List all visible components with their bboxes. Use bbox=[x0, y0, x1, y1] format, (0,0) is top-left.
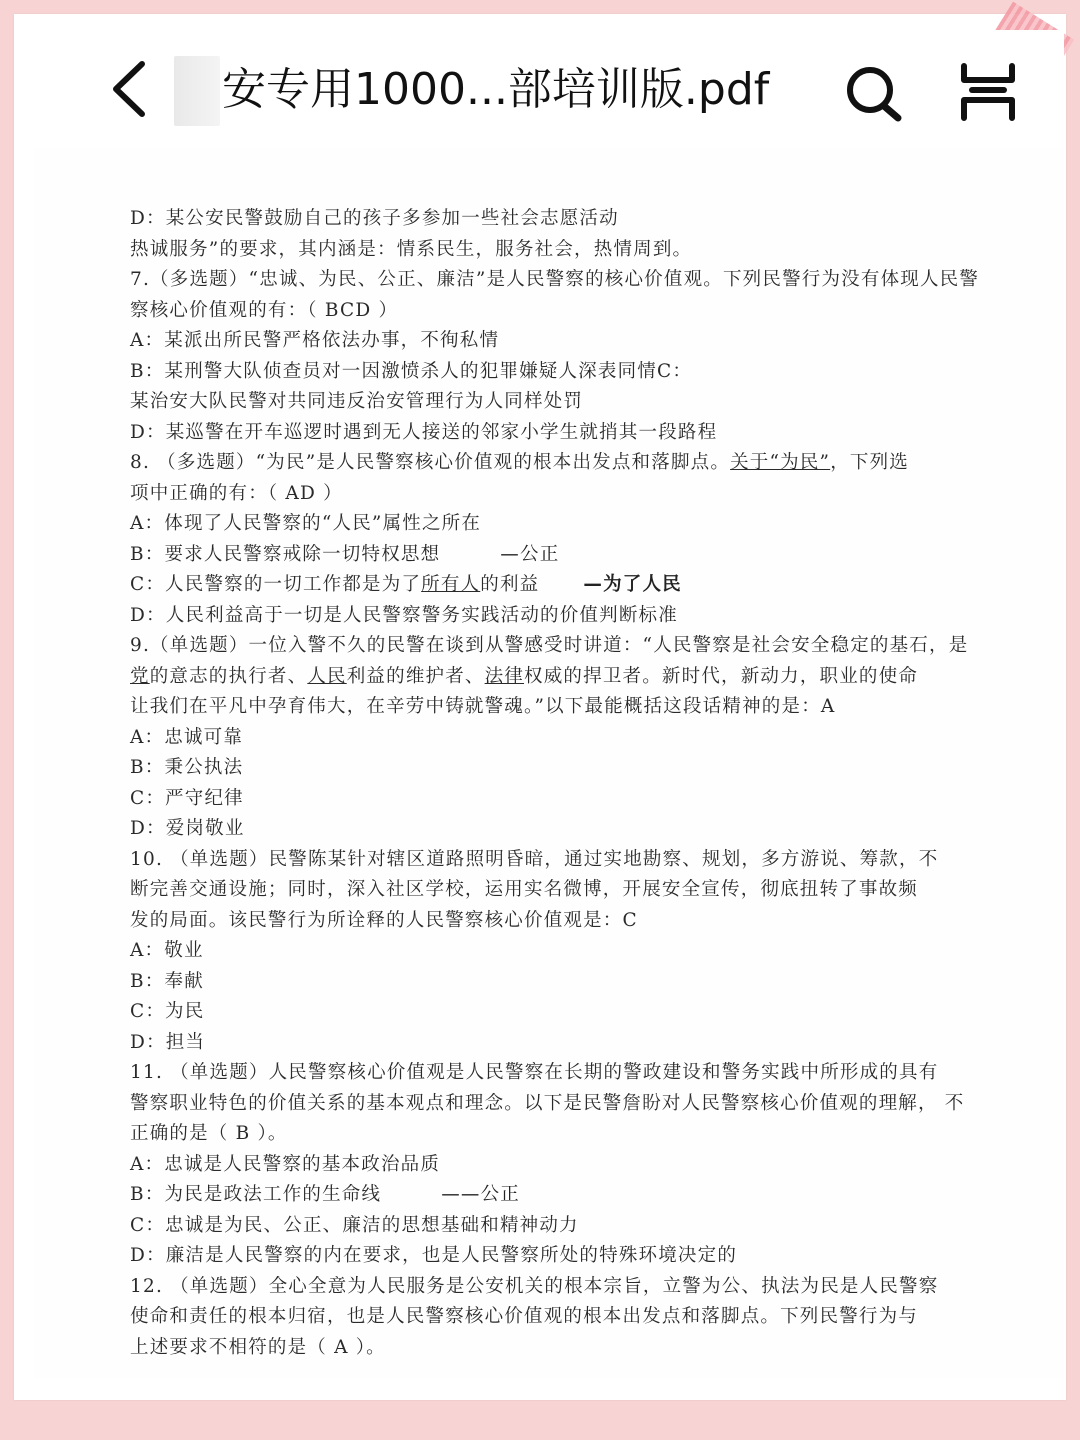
q11b-text: B：为民是政法工作的生命线 bbox=[130, 1184, 382, 1205]
text-line: 9.（单选题）一位入警不久的民警在谈到从警感受时讲道：“人民警察是社会安全稳定的基石，是 bbox=[130, 635, 969, 656]
text-line: D：爱岗敬业 bbox=[130, 818, 245, 839]
text-line: C：为民 bbox=[130, 1001, 205, 1022]
text-line: B：秉公执法 bbox=[130, 757, 244, 778]
q9-text-1: 的意志的执行者、 bbox=[149, 665, 308, 687]
spread-view-icon bbox=[958, 60, 1018, 124]
text-line: A：敬业 bbox=[130, 940, 204, 961]
text-line: B：奉献 bbox=[130, 970, 204, 992]
q8-underlined: 关于“为民” bbox=[730, 452, 831, 473]
q8c-text-post: 的利益 bbox=[480, 574, 540, 595]
text-line: 某治安大队民警对共同违反治安管理行为人同样处罚 bbox=[130, 391, 584, 412]
q9-underlined-2: 人民 bbox=[307, 665, 347, 687]
photo-frame bbox=[14, 14, 1066, 1400]
q9-underlined-1: 党 bbox=[130, 665, 150, 687]
text-line: 发的局面。该民警行为所诠释的人民警察核心价值观是：C bbox=[130, 909, 638, 931]
text-line: C：严守纪律 bbox=[130, 787, 244, 809]
text-line: A：某派出所民警严格依法办事，不徇私情 bbox=[130, 330, 500, 351]
text-line: 12. （单选题）全心全意为人民服务是公安机关的根本宗旨，立警为公、执法为民是人民警察 bbox=[130, 1275, 939, 1297]
text-line: D：某巡警在开车巡逻时遇到无人接送的邻家小学生就捎其一段路程 bbox=[130, 421, 718, 443]
text-line-q8c bbox=[130, 570, 960, 601]
q8-text-post: ，下列选 bbox=[830, 452, 909, 473]
text-line: 警察职业特色的价值关系的基本观点和理念。以下是民警詹盼对人民警察核心价值观的理解， 不 bbox=[130, 1092, 965, 1114]
text-line: 使命和责任的根本归宿，也是人民警察核心价值观的根本出发点和落脚点。下列民警行为与 bbox=[130, 1306, 919, 1327]
text-line: 上述要求不相符的是（ A ）。 bbox=[130, 1336, 386, 1358]
text-line: 察核心价值观的有：（ BCD ） bbox=[130, 299, 399, 321]
search-button[interactable] bbox=[842, 60, 906, 124]
text-line: B：某刑警大队侦查员对一因激愤杀人的犯罪嫌疑人深表同情C： bbox=[130, 360, 693, 382]
pdf-viewer-toolbar bbox=[34, 30, 1064, 149]
text-line: 7.（多选题）“忠诚、为民、公正、廉洁”是人民警察的核心价值观。下列民警行为没有体现人民警 bbox=[130, 269, 980, 290]
redacted-title-prefix bbox=[174, 56, 220, 126]
text-line-q9 bbox=[130, 662, 960, 693]
text-line: 断完善交通设施；同时，深入社区学校，运用实名微博，开展安全宣传，彻底扭转了事故频 bbox=[130, 879, 919, 900]
q8b-text: B：要求人民警察戒除一切特权思想 bbox=[130, 543, 441, 565]
text-line: C：忠诚是为民、公正、廉洁的思想基础和精神动力 bbox=[130, 1214, 579, 1236]
q9-text-3: 权威的捍卫者。新时代，新动力，职业的使命 bbox=[524, 665, 919, 687]
text-line: A：忠诚可靠 bbox=[130, 726, 244, 748]
text-line: 正确的是（ B ）。 bbox=[130, 1123, 288, 1144]
q9-text-2: 利益的维护者、 bbox=[346, 665, 485, 687]
text-line: D：廉洁是人民警察的内在要求，也是人民警察所处的特殊环境决定的 bbox=[130, 1245, 738, 1266]
text-line: A：体现了人民警察的“人民”属性之所在 bbox=[130, 513, 482, 534]
text-line-q11b bbox=[130, 1180, 960, 1211]
text-line: 10. （单选题）民警陈某针对辖区道路照明昏暗，通过实地勘察、规划，多方游说、筹款，不 bbox=[130, 848, 939, 870]
text-line: D：某公安民警鼓励自己的孩子多参加一些社会志愿活动 bbox=[130, 208, 619, 229]
document-text bbox=[130, 204, 980, 1363]
q9-underlined-3: 法律 bbox=[484, 665, 525, 687]
document-title: 安专用1000...部培训版.pdf bbox=[222, 64, 770, 115]
q8c-underlined: 所有人 bbox=[421, 574, 481, 595]
view-mode-button[interactable] bbox=[958, 60, 1018, 124]
search-icon bbox=[842, 60, 906, 124]
text-line-q8b bbox=[130, 540, 960, 571]
chevron-left-icon bbox=[104, 54, 164, 124]
q8c-text-pre: C：人民警察的一切工作都是为了 bbox=[130, 574, 422, 595]
back-button[interactable] bbox=[104, 54, 164, 124]
text-line: 热诚服务”的要求，其内涵是：情系民生，服务社会，热情周到。 bbox=[130, 238, 693, 260]
handwritten-note: —公正 bbox=[500, 543, 560, 565]
text-line: A：忠诚是人民警察的基本政治品质 bbox=[130, 1153, 441, 1175]
text-line: 项中正确的有：（ AD ） bbox=[130, 482, 343, 504]
text-line: D：担当 bbox=[130, 1031, 206, 1053]
document-title-area bbox=[174, 56, 814, 126]
handwritten-note: ——公正 bbox=[441, 1184, 521, 1205]
pdf-page[interactable] bbox=[34, 148, 1064, 1378]
text-line: 让我们在平凡中孕育伟大，在辛劳中铸就警魂。”以下最能概括这段话精神的是：A bbox=[130, 696, 836, 717]
q8-text-pre: 8. （多选题）“为民”是人民警察核心价值观的根本出发点和落脚点。 bbox=[130, 452, 731, 473]
text-line: 11. （单选题）人民警察核心价值观是人民警察在长期的警政建设和警务实践中所形成的具有 bbox=[130, 1062, 939, 1083]
handwritten-note: —为了人民 bbox=[583, 574, 682, 595]
text-line: D：人民利益高于一切是人民警察警务实践活动的价值判断标准 bbox=[130, 604, 678, 626]
text-line-q8 bbox=[130, 448, 960, 479]
